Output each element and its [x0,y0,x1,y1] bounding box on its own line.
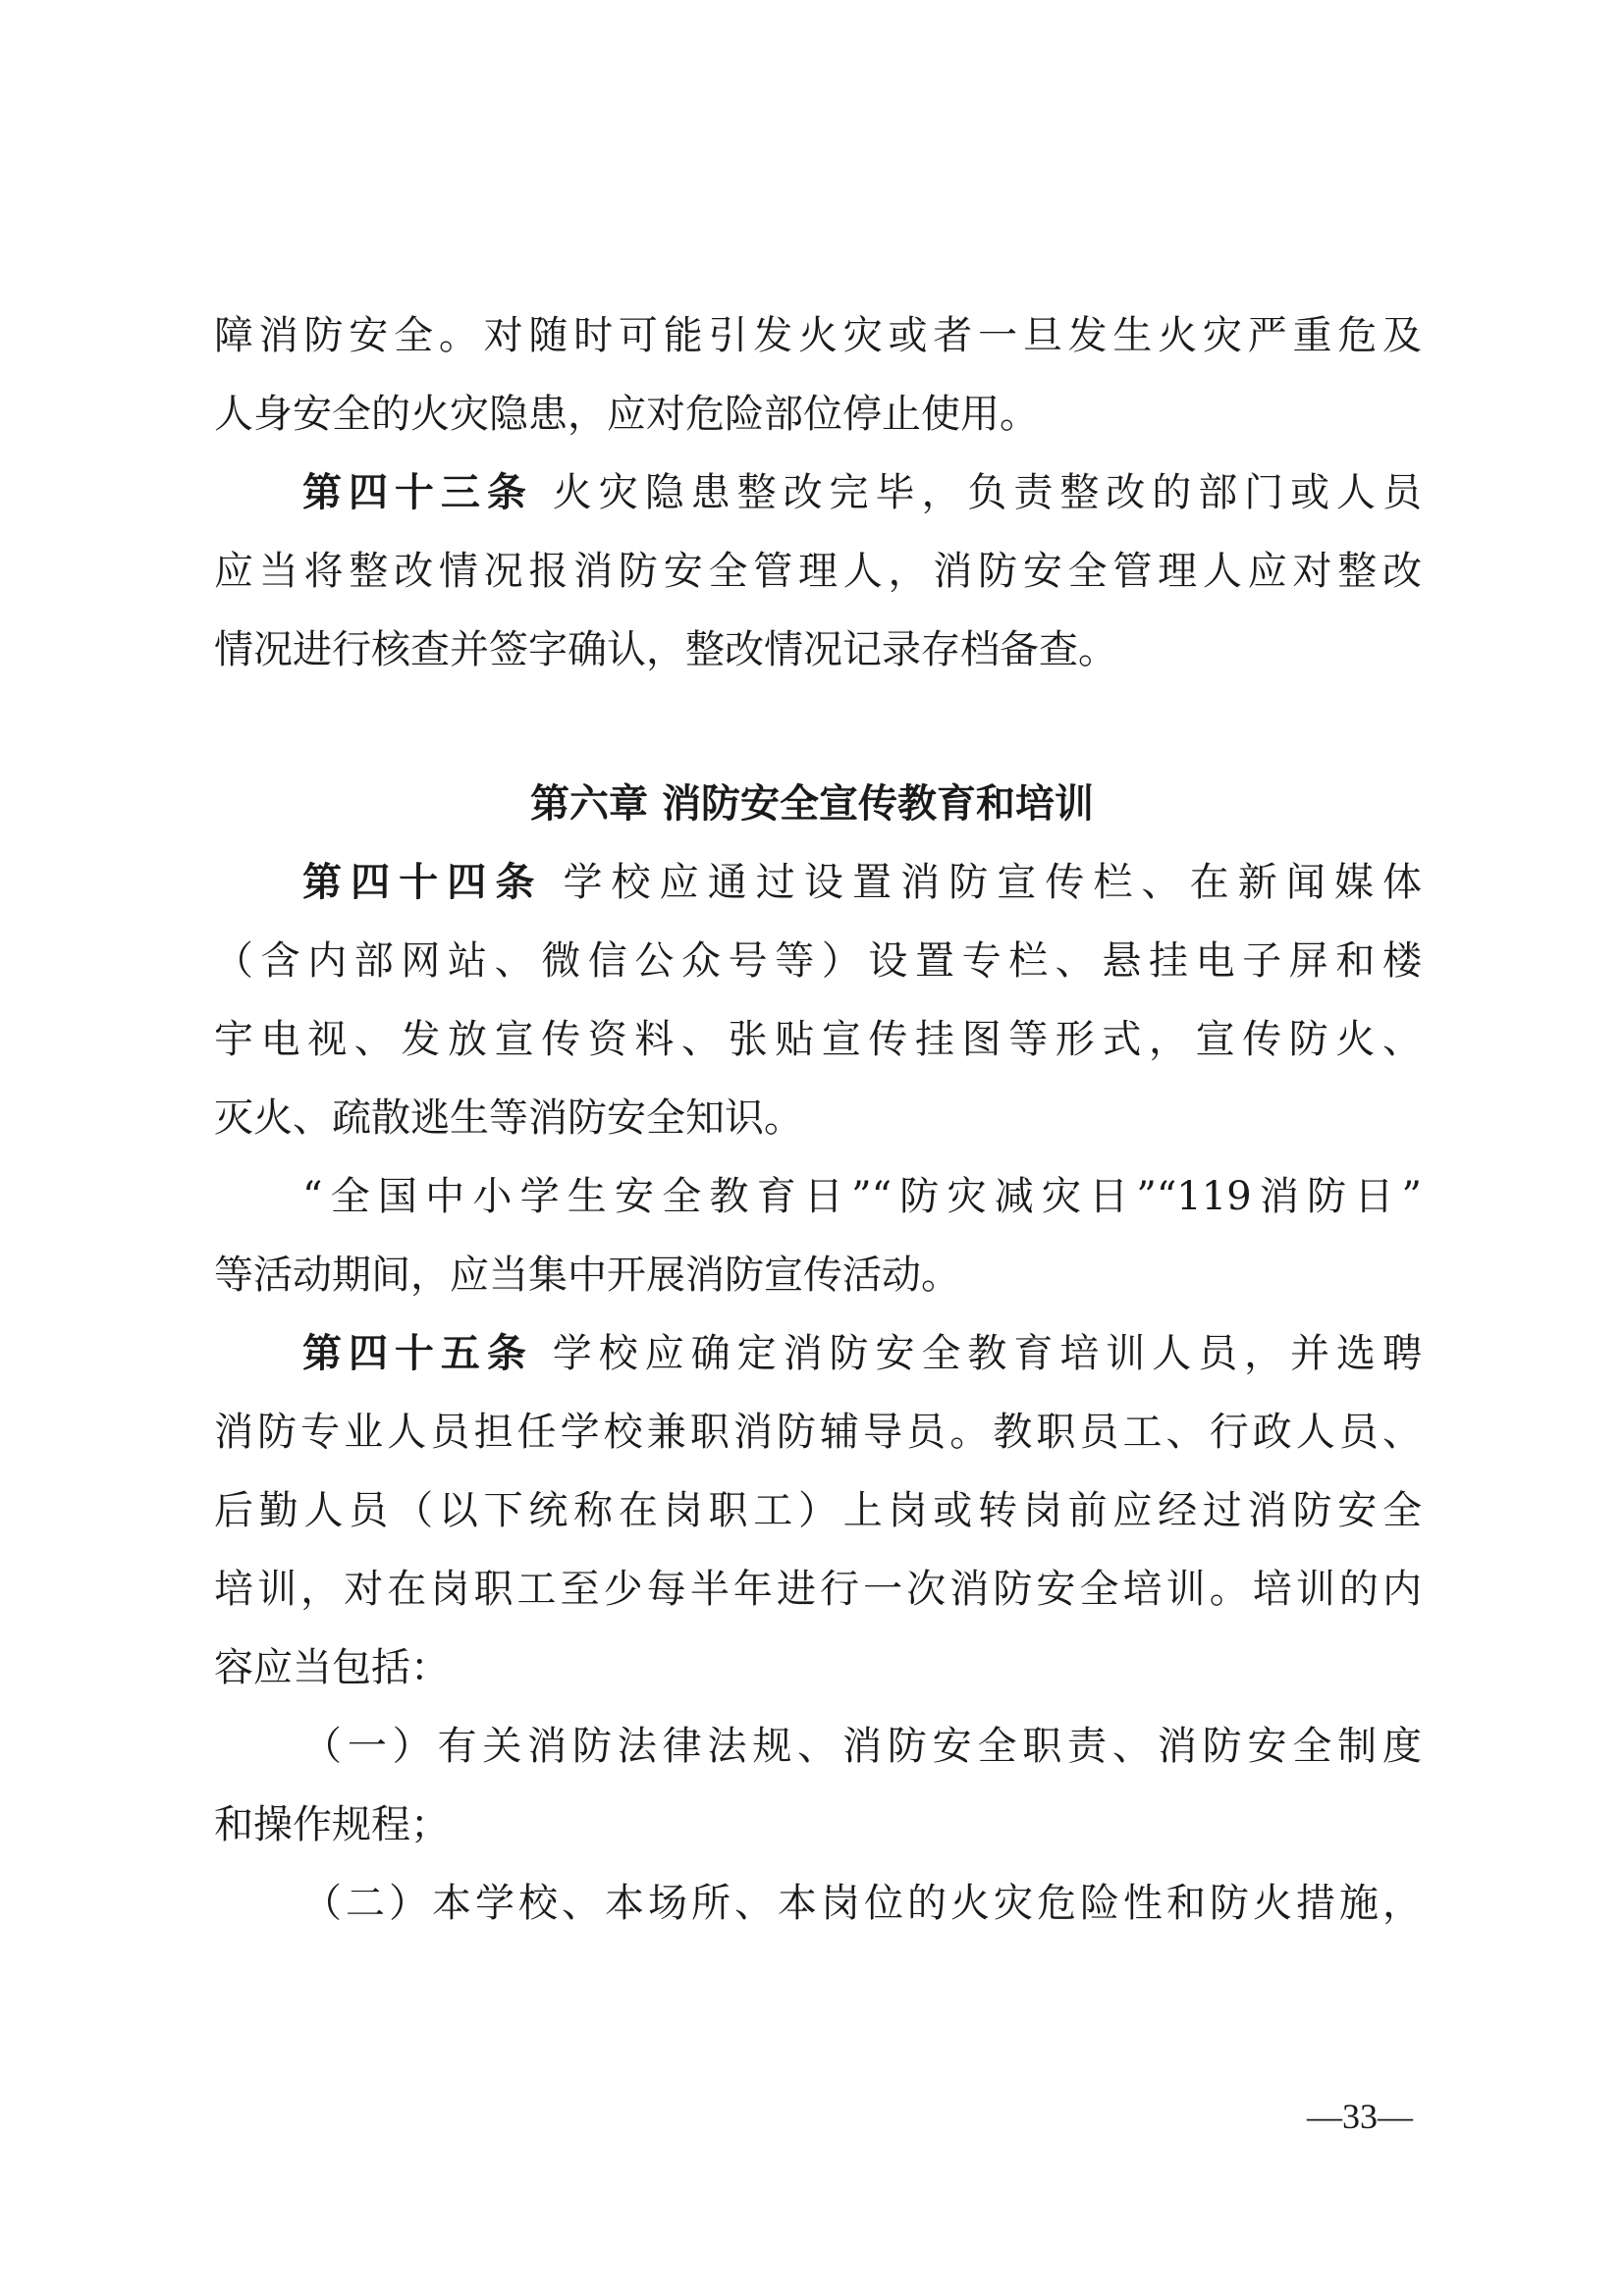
article-43-first-line [302,469,1422,516]
article-45-first-line [302,1330,1422,1377]
text-line: “全国中小学生安全教育日”“防灾减灾日”“119消防日” [302,1174,1422,1219]
text-line: （含内部网站、微信公众号等）设置专栏、悬挂电子屏和楼 [214,938,1422,984]
article-44-first-line [302,859,1422,906]
text-segment: 学校应确定消防安全教育培训人员，并选聘 [552,1331,1423,1376]
text-line: 等活动期间，应当集中开展消防宣传活动。 [214,1253,960,1298]
text-line: 消防专业人员担任学校兼职消防辅导员。教职员工、行政人员、 [214,1410,1422,1455]
text-line: 灭火、疏散逃生等消防安全知识。 [214,1095,803,1141]
chapter-title: 第六章 消防安全宣传教育和培训 [530,781,1094,827]
text-segment: 学校应通过设置消防宣传栏、在新闻媒体 [563,860,1423,905]
text-line: 后勤人员（以下统称在岗职工）上岗或转岗前应经过消防安全 [214,1488,1422,1533]
text-line: 障消防安全。对随时可能引发火灾或者一旦发生火灾严重危及 [214,313,1422,358]
text-line: 培训，对在岗职工至少每半年进行一次消防安全培训。培训的内 [214,1567,1422,1612]
article-45-heading: 第四十五条 [302,1331,533,1376]
list-item-2: （二）本学校、本场所、本岗位的火灾危险性和防火措施， [302,1881,1422,1926]
article-43-heading: 第四十三条 [302,470,533,515]
article-44-heading: 第四十四条 [302,860,544,905]
text-line: 和操作规程； [214,1802,450,1847]
page-number: —33— [1307,2097,1413,2136]
text-line: 情况进行核查并签字确认，整改情况记录存档备查。 [214,627,1117,672]
text-line: 应当将整改情况报消防安全管理人，消防安全管理人应对整改 [214,549,1422,594]
text-line: 宇电视、发放宣传资料、张贴宣传挂图等形式，宣传防火、 [214,1017,1422,1062]
list-item-1: （一）有关消防法律法规、消防安全职责、消防安全制度 [302,1724,1422,1769]
text-segment: 火灾隐患整改完毕，负责整改的部门或人员 [552,470,1423,515]
text-line: 容应当包括： [214,1645,450,1690]
text-line: 人身安全的火灾隐患，应对危险部位停止使用。 [214,392,1039,437]
